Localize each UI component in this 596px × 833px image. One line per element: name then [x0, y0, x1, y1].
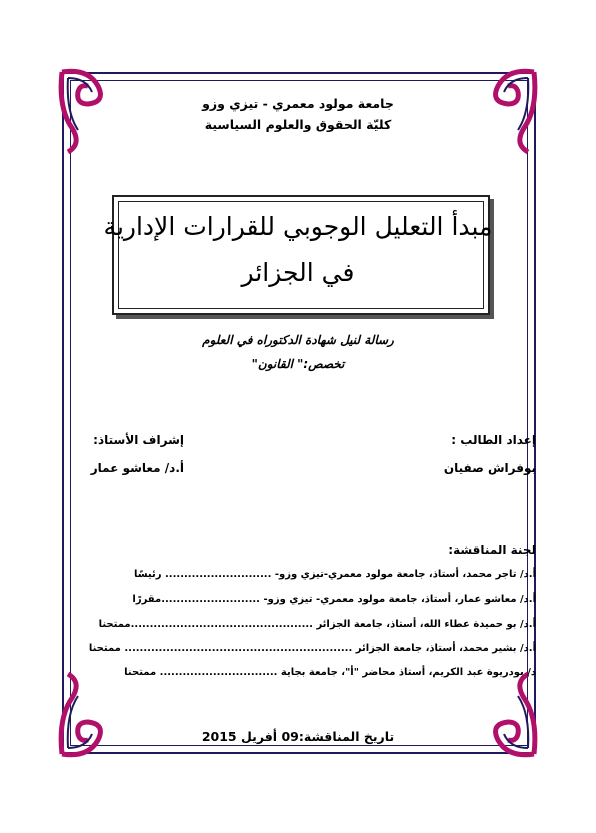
- supervisor-name: أ.د/ معاشو عمار: [90, 461, 184, 475]
- committee-member: أ.د/ تاجر محمد، أستاذ، جامعة مولود معمري-تيزي وزو- ............................ رئيسًا: [134, 569, 536, 580]
- corner-ornament-bottom-right: [482, 670, 538, 758]
- thesis-specialty: تخصص:" القانون": [251, 357, 345, 371]
- thesis-purpose: رسالة لنيل شهادة الدكتوراه في العلوم: [202, 333, 394, 347]
- committee-member: د/ بودريوة عبد الكريم، أستاذ محاضر "أ"، جامعة بجاية ............................... ممتحنا: [124, 667, 536, 678]
- committee-member: أ.د/ بو حميدة عطاء الله، أستاذ، جامعة الجزائر ................................................ممتحنا: [98, 619, 536, 630]
- corner-ornament-top-right: [482, 68, 538, 156]
- student-label: إعداد الطالب :: [451, 433, 536, 447]
- thesis-title-line-1: مبدأ التعليل الوجوبي للقرارات الإدارية: [103, 212, 493, 241]
- corner-ornament-top-left: [58, 68, 114, 156]
- committee-title: لجنة المناقشة:: [448, 543, 536, 557]
- university-name: جامعة مولود معمري - تيزي وزو: [202, 96, 394, 111]
- thesis-title-line-2: في الجزائر: [241, 258, 355, 287]
- committee-member: أ.د/ معاشو عمار، أستاذ، جامعة مولود معمري- تيزي وزو- ..........................مقررًا: [132, 594, 536, 605]
- defense-date: تاريخ المناقشة:09 أفريل 2015: [201, 729, 395, 744]
- student-name: بوفراش صفيان: [443, 461, 536, 475]
- faculty-name: كليّة الحقوق والعلوم السياسية: [204, 117, 392, 132]
- committee-member: أ.د/ بشير محمد، أستاذ، جامعة الجزائر ............................................................ ممتحنا: [88, 643, 536, 654]
- supervisor-label: إشراف الأستاذ:: [93, 433, 184, 447]
- corner-ornament-bottom-left: [58, 670, 114, 758]
